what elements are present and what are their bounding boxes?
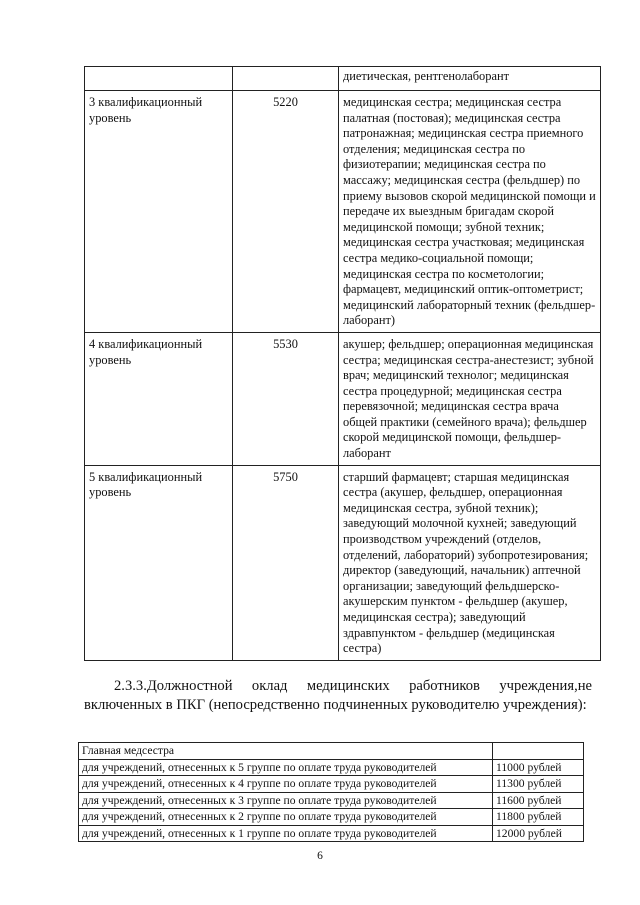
table-row: [79, 825, 584, 842]
table-row: [85, 465, 601, 660]
salary-value: 5220: [233, 91, 339, 333]
head-nurse-salary-table: [78, 742, 584, 842]
salary-amount: 11300 рублей: [493, 776, 584, 793]
table-row: [79, 809, 584, 826]
positions-list: диетическая, рентгенолаборант: [339, 67, 601, 91]
table-row: [79, 792, 584, 809]
page-number: 6: [317, 850, 323, 862]
group-label: для учреждений, отнесенных к 3 группе по оплате труда руководителей: [79, 792, 493, 809]
salary-amount: 11600 рублей: [493, 792, 584, 809]
salary-value: [233, 67, 339, 91]
qualification-level: 5 квалификационный уровень: [85, 465, 233, 660]
section-paragraph: [84, 677, 592, 716]
position-title: Главная медсестра: [79, 743, 493, 760]
positions-list: медицинская сестра; медицинская сестра палатная (постовая); медицинская сестра патронажная; медицинская сестра приемного отделения; медицинская сестра по физиотерапии; медицинская сестра по массажу; медицинская сестра (фельдшер) по приему вызовов скорой медицинской помощи и передаче их выездным бригадам скорой медицинской помощи; зубной техник; медицинская сестра участковая; медицинская сестра медико-социальной помощи; медицинская сестра по косметологии; фармацевт, медицинский оптик-оптометрист; медицинский лабораторный техник (фельдшер-лаборант): [339, 91, 601, 333]
qualification-table: [84, 66, 601, 661]
group-label: для учреждений, отнесенных к 5 группе по оплате труда руководителей: [79, 759, 493, 776]
group-label: для учреждений, отнесенных к 2 группе по оплате труда руководителей: [79, 809, 493, 826]
qualification-level: 3 квалификационный уровень: [85, 91, 233, 333]
salary-amount: 11000 рублей: [493, 759, 584, 776]
table-row: [85, 67, 601, 91]
qualification-level: 4 квалификационный уровень: [85, 332, 233, 465]
table-row: [85, 91, 601, 333]
qualification-level: [85, 67, 233, 91]
salary-value: 5750: [233, 465, 339, 660]
salary-value: 5530: [233, 332, 339, 465]
table-row: [79, 776, 584, 793]
positions-list: акушер; фельдшер; операционная медицинская сестра; медицинская сестра-анестезист; зубной врач; медицинский технолог; медицинская сестра процедурной; медицинская сестра перевязочной; медицинская сестра врача общей практики (семейного врача); фельдшер скорой медицинской помощи, фельдшер-лаборант: [339, 332, 601, 465]
table-row: [85, 332, 601, 465]
salary-amount: 12000 рублей: [493, 825, 584, 842]
table-row: [79, 759, 584, 776]
position-title-value: [493, 743, 584, 760]
group-label: для учреждений, отнесенных к 4 группе по оплате труда руководителей: [79, 776, 493, 793]
positions-list: старший фармацевт; старшая медицинская сестра (акушер, фельдшер, операционная медицинская сестра, зубной техник); заведующий молочной кухней; заведующий производством учреждений (отделов, отделений, лабораторий) зубопротезирования; директор (заведующий, начальник) аптечной организации; заведующий фельдшерско-акушерским пунктом - фельдшер (акушер, медицинская сестра); заведующий здравпунктом - фельдшер (медицинская сестра): [339, 465, 601, 660]
table-header-row: [79, 743, 584, 760]
paragraph-text: 2.3.3.Должностной оклад медицинских работников учреждения,не включенных в ПКГ (непосредственно подчиненных руководителю учреждения):: [84, 678, 592, 714]
salary-amount: 11800 рублей: [493, 809, 584, 826]
group-label: для учреждений, отнесенных к 1 группе по оплате труда руководителей: [79, 825, 493, 842]
